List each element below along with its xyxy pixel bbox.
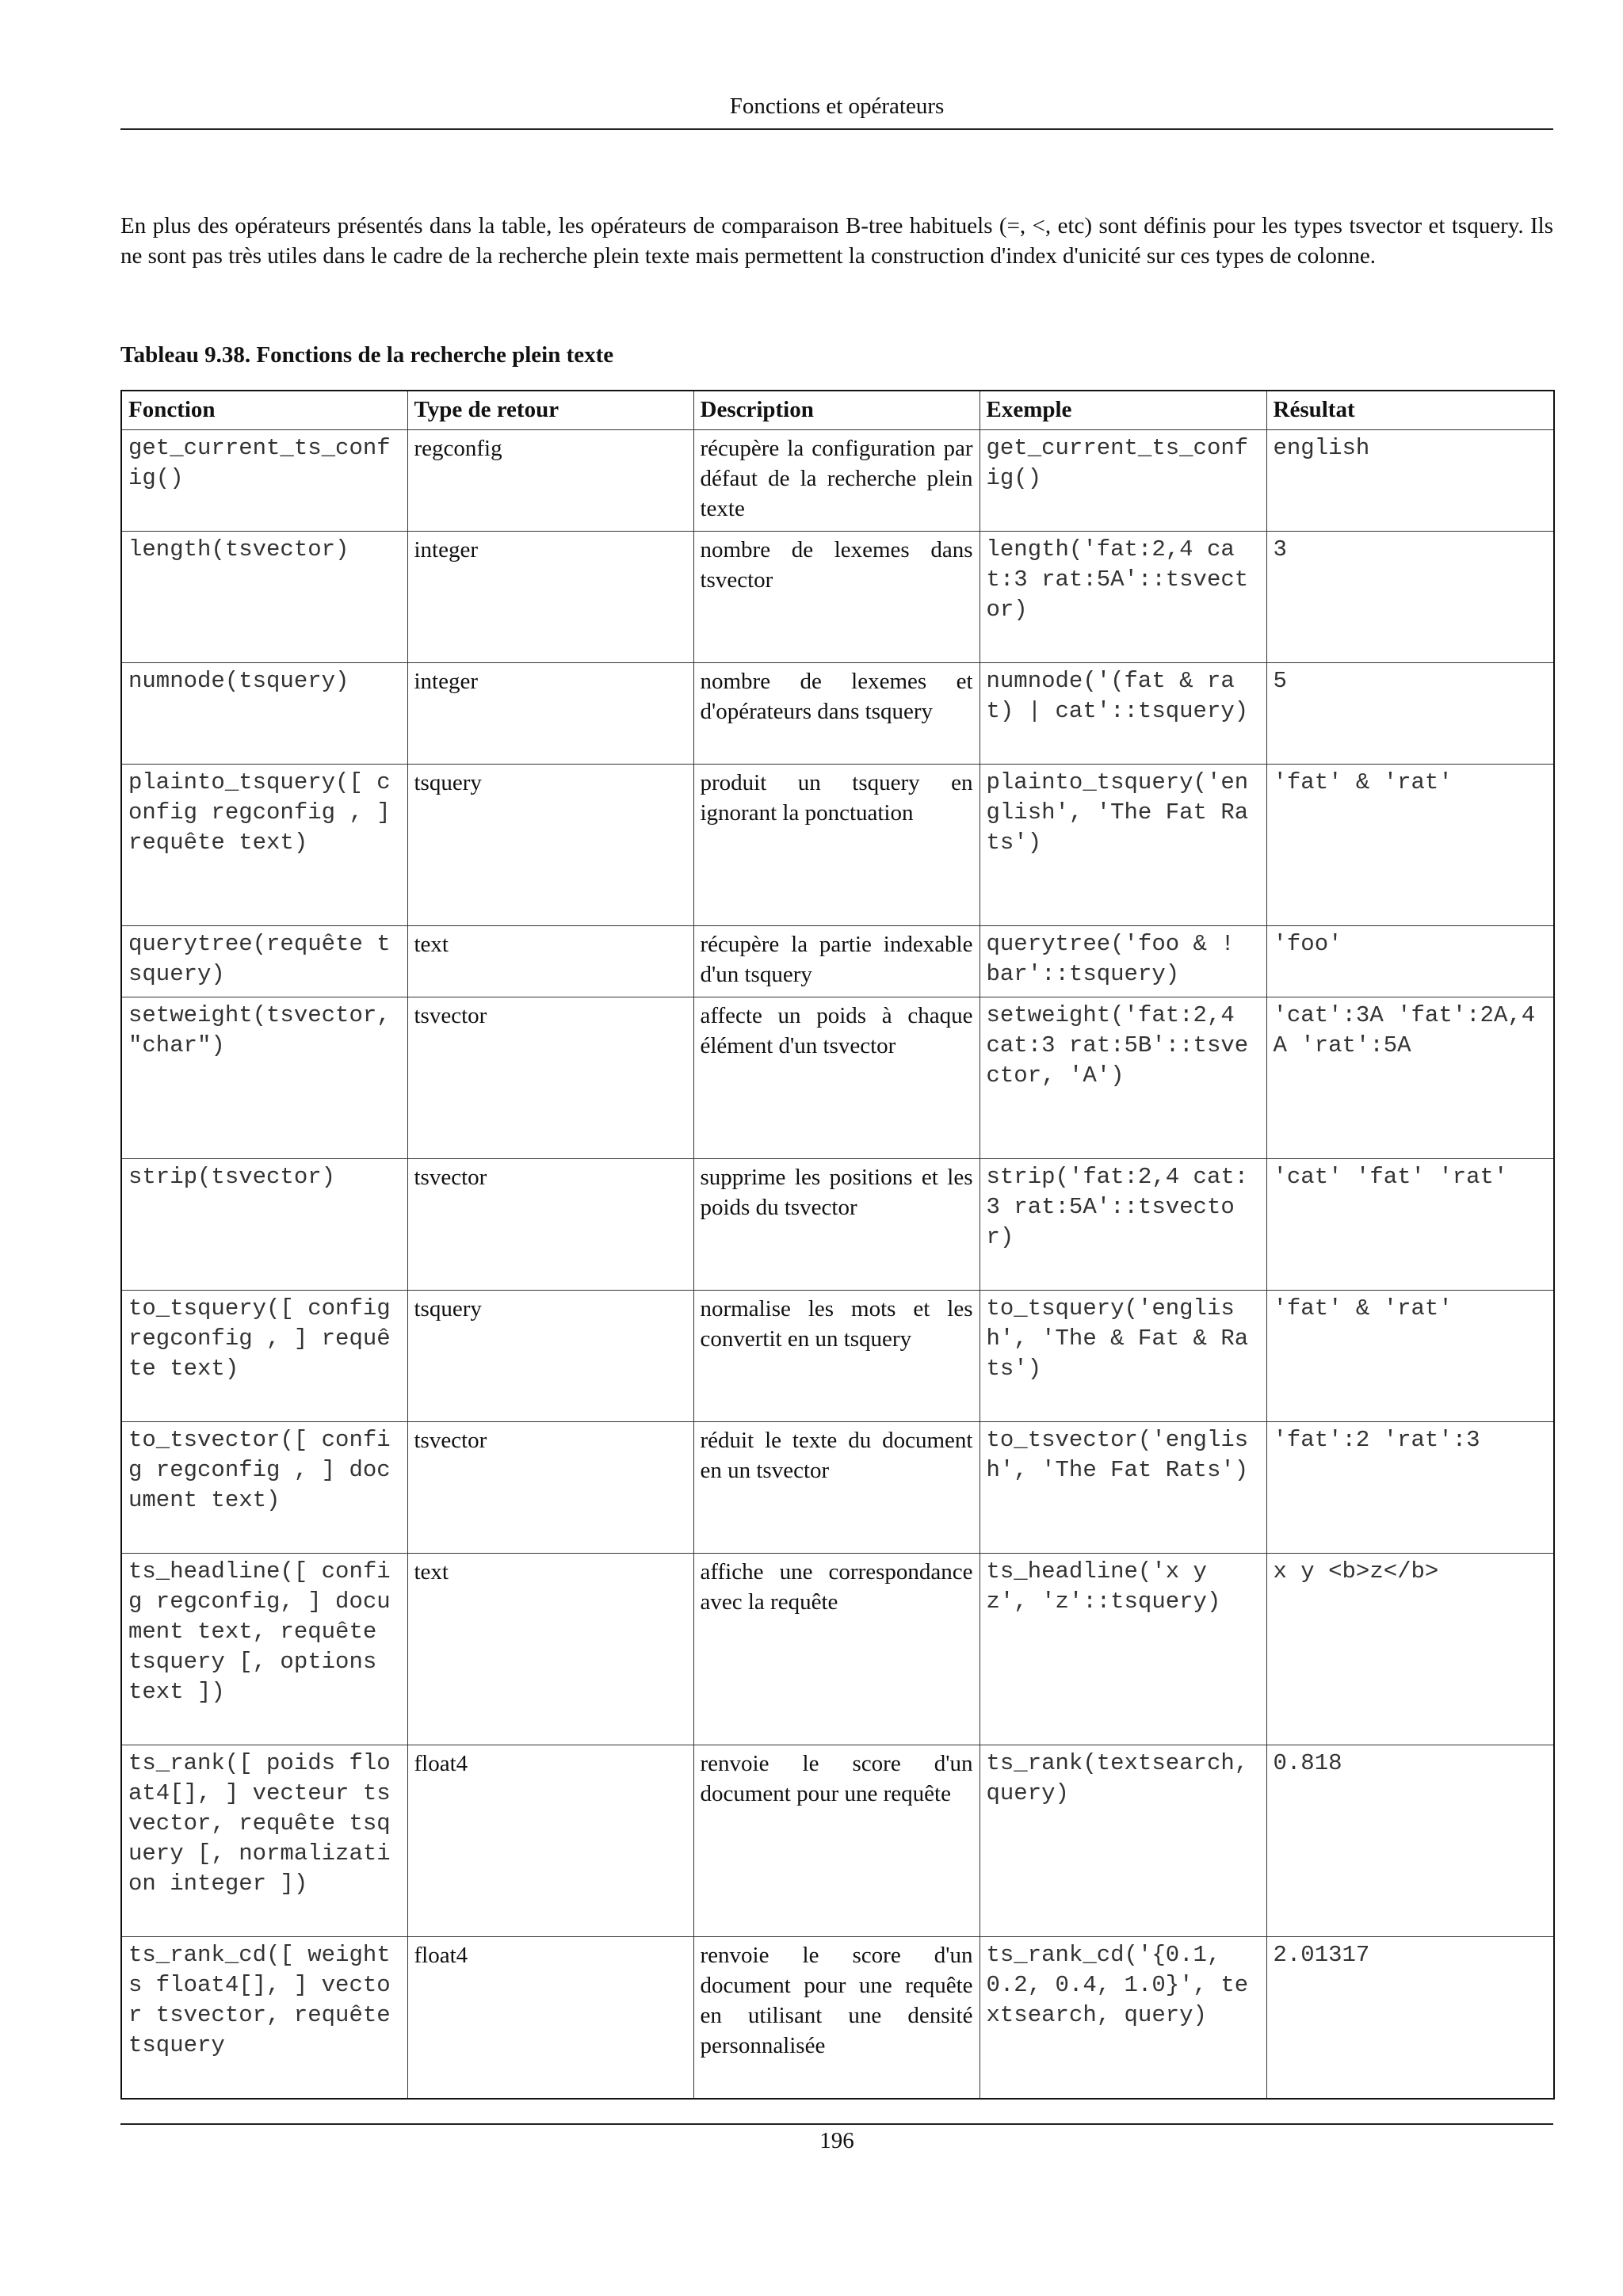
- table-row: [121, 926, 1554, 997]
- cell-description: produit un tsquery en ignorant la ponctuation: [693, 765, 980, 926]
- cell-exemple: ts_headline('x y z', 'z'::tsquery): [980, 1554, 1266, 1745]
- cell-exemple: querytree('foo & ! bar'::tsquery): [980, 926, 1266, 997]
- table-row: [121, 1745, 1554, 1937]
- table-row: [121, 1937, 1554, 2099]
- cell-description: nombre de lexemes dans tsvector: [693, 532, 980, 663]
- cell-type: integer: [407, 663, 693, 765]
- header-exemple: Exemple: [980, 391, 1266, 430]
- cell-description: réduit le texte du document en un tsvector: [693, 1422, 980, 1554]
- cell-type: tsquery: [407, 765, 693, 926]
- table-header-row: [121, 391, 1554, 430]
- footer-rule: [120, 2123, 1553, 2125]
- table-row: [121, 1422, 1554, 1554]
- table-row: [121, 997, 1554, 1159]
- page-number: 196: [819, 2128, 854, 2153]
- cell-type: tsvector: [407, 1159, 693, 1291]
- cell-resultat: english: [1266, 430, 1554, 532]
- cell-description: affecte un poids à chaque élément d'un tsvector: [693, 997, 980, 1159]
- table-row: [121, 430, 1554, 532]
- table-row: [121, 663, 1554, 765]
- cell-type: float4: [407, 1937, 693, 2099]
- cell-description: affiche une correspondance avec la requête: [693, 1554, 980, 1745]
- cell-type: text: [407, 926, 693, 997]
- table-row: [121, 532, 1554, 663]
- table-row: [121, 1291, 1554, 1422]
- cell-fonction: to_tsvector([ config regconfig , ] document text): [121, 1422, 407, 1554]
- cell-type: regconfig: [407, 430, 693, 532]
- cell-exemple: numnode('(fat & rat) | cat'::tsquery): [980, 663, 1266, 765]
- table-row: [121, 765, 1554, 926]
- intro-paragraph: En plus des opérateurs présentés dans la table, les opérateurs de comparaison B-tree habituels (=, <, etc) sont définis pour les types tsvector et tsquery. Ils ne sont pas très utiles dans le cadre de la recherche plein texte mais permettent la construction d'index d'unicité sur ces types de colonne.: [120, 213, 1553, 269]
- cell-description: nombre de lexemes et d'opérateurs dans tsquery: [693, 663, 980, 765]
- cell-exemple: plainto_tsquery('english', 'The Fat Rats'): [980, 765, 1266, 926]
- cell-type: tsvector: [407, 997, 693, 1159]
- cell-exemple: ts_rank_cd('{0.1, 0.2, 0.4, 1.0}', textsearch, query): [980, 1937, 1266, 2099]
- cell-fonction: ts_headline([ config regconfig, ] document text, requête tsquery [, options text ]): [121, 1554, 407, 1745]
- table-caption: Tableau 9.38. Fonctions de la recherche plein texte: [120, 342, 614, 368]
- cell-resultat: x y <b>z</b>: [1266, 1554, 1554, 1745]
- cell-exemple: strip('fat:2,4 cat:3 rat:5A'::tsvector): [980, 1159, 1266, 1291]
- cell-resultat: 'fat' & 'rat': [1266, 1291, 1554, 1422]
- header-resultat: Résultat: [1266, 391, 1554, 430]
- cell-description: supprime les positions et les poids du tsvector: [693, 1159, 980, 1291]
- cell-exemple: ts_rank(textsearch, query): [980, 1745, 1266, 1937]
- cell-resultat: 'foo': [1266, 926, 1554, 997]
- table-row: [121, 1159, 1554, 1291]
- header-type-retour: Type de retour: [407, 391, 693, 430]
- cell-fonction: ts_rank_cd([ weights float4[], ] vector tsvector, requête tsquery: [121, 1937, 407, 2099]
- header-fonction: Fonction: [121, 391, 407, 430]
- cell-exemple: get_current_ts_config(): [980, 430, 1266, 532]
- header-description: Description: [693, 391, 980, 430]
- cell-fonction: length(tsvector): [121, 532, 407, 663]
- cell-description: récupère la partie indexable d'un tsquery: [693, 926, 980, 997]
- cell-resultat: 3: [1266, 532, 1554, 663]
- cell-fonction: ts_rank([ poids float4[], ] vecteur tsvector, requête tsquery [, normalization integer ]): [121, 1745, 407, 1937]
- cell-description: normalise les mots et les convertit en un tsquery: [693, 1291, 980, 1422]
- cell-fonction: setweight(tsvector, "char"): [121, 997, 407, 1159]
- cell-resultat: 'fat':2 'rat':3: [1266, 1422, 1554, 1554]
- cell-type: tsvector: [407, 1422, 693, 1554]
- cell-exemple: to_tsquery('english', 'The & Fat & Rats'): [980, 1291, 1266, 1422]
- cell-fonction: strip(tsvector): [121, 1159, 407, 1291]
- cell-resultat: 0.818: [1266, 1745, 1554, 1937]
- cell-exemple: setweight('fat:2,4 cat:3 rat:5B'::tsvector, 'A'): [980, 997, 1266, 1159]
- cell-description: renvoie le score d'un document pour une requête en utilisant une densité personnalisée: [693, 1937, 980, 2099]
- cell-exemple: length('fat:2,4 cat:3 rat:5A'::tsvector): [980, 532, 1266, 663]
- cell-type: float4: [407, 1745, 693, 1937]
- cell-fonction: to_tsquery([ config regconfig , ] requête text): [121, 1291, 407, 1422]
- header-rule: [120, 128, 1553, 130]
- cell-type: text: [407, 1554, 693, 1745]
- table-row: [121, 1554, 1554, 1745]
- cell-fonction: querytree(requête tsquery): [121, 926, 407, 997]
- cell-resultat: 'cat' 'fat' 'rat': [1266, 1159, 1554, 1291]
- cell-resultat: 'fat' & 'rat': [1266, 765, 1554, 926]
- cell-type: integer: [407, 532, 693, 663]
- cell-description: récupère la configuration par défaut de la recherche plein texte: [693, 430, 980, 532]
- page-header: Fonctions et opérateurs: [729, 93, 945, 119]
- cell-type: tsquery: [407, 1291, 693, 1422]
- cell-description: renvoie le score d'un document pour une requête: [693, 1745, 980, 1937]
- cell-fonction: numnode(tsquery): [121, 663, 407, 765]
- cell-exemple: to_tsvector('english', 'The Fat Rats'): [980, 1422, 1266, 1554]
- functions-table: [120, 390, 1555, 2100]
- cell-resultat: 'cat':3A 'fat':2A,4A 'rat':5A: [1266, 997, 1554, 1159]
- cell-fonction: plainto_tsquery([ config regconfig , ] requête text): [121, 765, 407, 926]
- cell-fonction: get_current_ts_config(): [121, 430, 407, 532]
- cell-resultat: 2.01317: [1266, 1937, 1554, 2099]
- cell-resultat: 5: [1266, 663, 1554, 765]
